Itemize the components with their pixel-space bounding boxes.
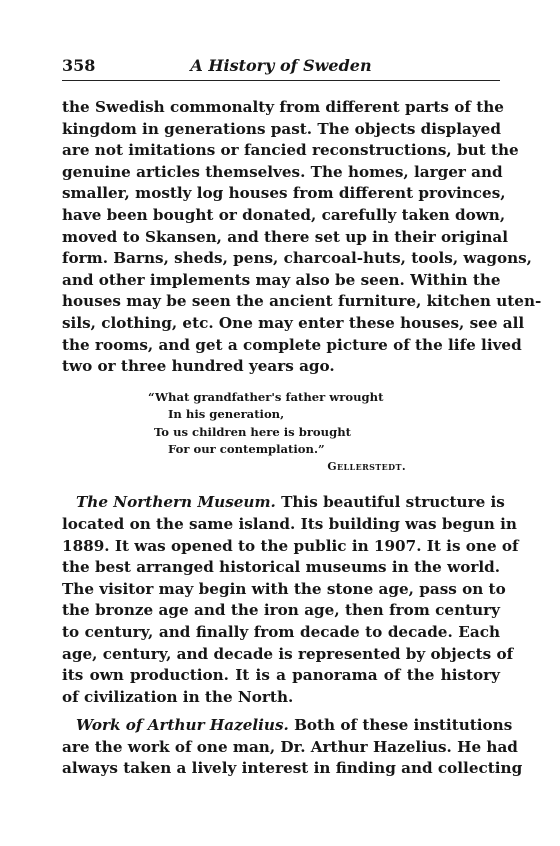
- text-line: the bronze age and the iron age, then from century: [62, 601, 500, 620]
- poem-line: In his generation,: [168, 407, 285, 422]
- page-body: [62, 97, 542, 780]
- text-line: smaller, mostly log houses from different provinces,: [62, 184, 506, 203]
- poem-quotation: [148, 389, 408, 476]
- text-line: the Swedish commonalty from different parts of the: [62, 98, 504, 116]
- spacer: [62, 708, 500, 715]
- text-line: of civilization in the North.: [62, 687, 294, 706]
- text-line: always taken a lively interest in finding and collecting: [62, 759, 523, 778]
- text-line: and other implements may also be seen. Within the: [62, 270, 501, 289]
- text-line: the rooms, and get a complete picture of the life lived: [62, 335, 522, 354]
- text-line: The visitor may begin with the stone age, pass on to: [62, 579, 506, 598]
- text-line: [62, 492, 505, 514]
- poem-line: “What grandfather's father wrought: [148, 389, 384, 404]
- text-line: are the work of one man, Dr. Arthur Hazelius. He had: [62, 737, 518, 756]
- paragraph-hazelius: [62, 715, 523, 780]
- text-line: moved to Skansen, and there set up in their original: [62, 227, 508, 246]
- text-line: the best arranged historical museums in the world.: [62, 558, 500, 577]
- text-line: kingdom in generations past. The objects displayed: [62, 119, 501, 138]
- section-heading: The Northern Museum.: [76, 493, 276, 512]
- text-run: Both of these institutions: [288, 716, 513, 735]
- text-line: have been bought or donated, carefully taken down,: [62, 205, 506, 224]
- section-heading: Work of Arthur Hazelius.: [76, 716, 289, 735]
- text-line: houses may be seen the ancient furniture, kitchen uten-: [62, 292, 542, 311]
- text-line: age, century, and decade is represented by objects of: [62, 644, 514, 663]
- text-line: to century, and finally from decade to decade. Each: [62, 622, 500, 641]
- spacer: [62, 475, 500, 492]
- text-line: two or three hundred years ago.: [62, 357, 335, 376]
- text-line: located on the same island. Its building was begun in: [62, 514, 517, 533]
- text-line: [62, 715, 513, 737]
- running-title: A History of Sweden: [190, 56, 372, 75]
- text-line: form. Barns, sheds, pens, charcoal-huts, tools, wagons,: [62, 249, 532, 268]
- text-line: its own production. It is a panorama of the history: [62, 666, 500, 685]
- paragraph-northern-museum: [62, 492, 519, 708]
- text-line: 1889. It was opened to the public in 1907. It is one of: [62, 536, 519, 555]
- paragraph-skansen: [62, 97, 542, 378]
- poem-line: For our contemplation.”: [168, 441, 325, 456]
- page-number: 358: [62, 56, 96, 75]
- text-run: This beautiful structure is: [275, 493, 505, 512]
- text-line: are not imitations or fancied reconstructions, but the: [62, 141, 519, 160]
- poem-attribution: Gellerstedt.: [327, 460, 406, 474]
- text-line: genuine articles themselves. The homes, larger and: [62, 162, 503, 181]
- page-header: [62, 56, 500, 81]
- text-line: sils, clothing, etc. One may enter these houses, see all: [62, 313, 525, 332]
- poem-line: To us children here is brought: [154, 424, 351, 439]
